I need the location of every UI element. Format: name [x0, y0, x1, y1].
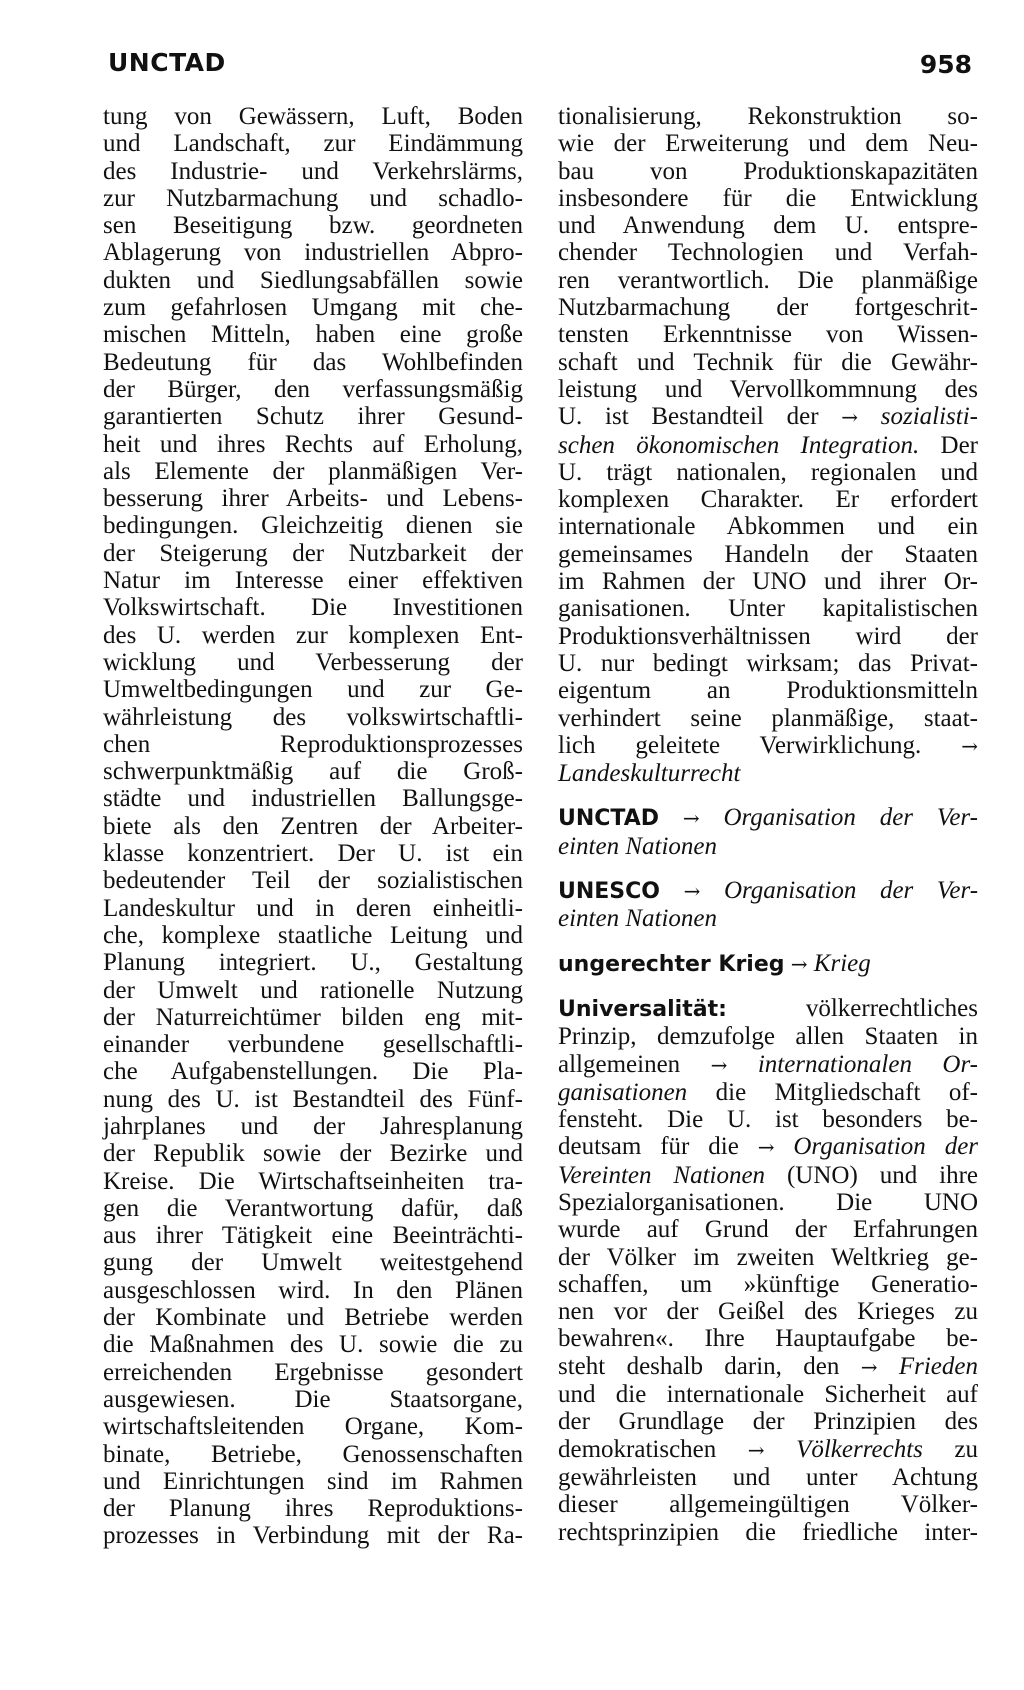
text-line: besserung ihrer Arbeits- und Lebens-: [103, 485, 523, 513]
entry-unctad: [558, 804, 978, 860]
text-line: zum gefahrlosen Umgang mit che-: [103, 294, 523, 322]
text-line: chender Technologien und Verfah-: [558, 239, 978, 267]
page-number: 958: [919, 50, 972, 79]
text-line: sen Beseitigung bzw. geordneten: [103, 212, 523, 240]
entry-headword: ungerechter Krieg: [558, 951, 785, 977]
text-line: Ablagerung von industriellen Abpro-: [103, 239, 523, 267]
text-line: insbesondere für die Entwicklung: [558, 184, 978, 212]
text-line: leistung und Vervollkommnung des: [558, 375, 978, 403]
cross-reference-link[interactable]: einten Nationen: [558, 832, 717, 860]
text-line: der Republik sowie der Bezirke und: [103, 1140, 523, 1168]
text-line: Natur im Interesse einer effektiven: [103, 567, 523, 595]
text-line: Produktionsverhältnissen wird der: [558, 622, 978, 650]
arrow-icon: →: [682, 806, 700, 831]
text-line: dukten und Siedlungsabfällen sowie: [103, 266, 523, 294]
text-line: der Planung ihres Reproduktions-: [103, 1495, 523, 1523]
text-line: dieser allgemeingültigen Völker-: [558, 1491, 978, 1519]
text-line: der Kombinate und Betriebe werden: [103, 1304, 523, 1332]
arrow-icon: →: [790, 951, 808, 976]
text-line: schaft und Technik für die Gewähr-: [558, 348, 978, 376]
entry-headword: UNCTAD: [558, 806, 660, 832]
text-line: die Maßnahmen des U. sowie die zu: [103, 1331, 523, 1359]
text-line: gen die Verantwortung dafür, daß: [103, 1194, 523, 1222]
text-line: schwerpunktmäßig auf die Groß-: [103, 758, 523, 786]
entry-umweltschutz-continued: tionalisierung, Rekonstruktion so- wie der Erweiterung und dem Neu- bau von Produktionskapazitäten insbesondere für die Entwicklung und Anwendung dem U. entspre- chender Technologien und Verfah- ren verantwortlich. Die planmäßige Nutzbarmachung der fortgeschrit- tensten Erkenntnisse von Wissen- schaft und Technik für die Gewähr- leistung und Vervollkommnung des U. ist Bestandteil der → sozialisti- schen ökonomischen Integration. Der U. trägt nationalen, regionalen und komplexen Charakter. Er erfordert internationale Abkommen und ein gemeinsames Handeln der Staaten im Rahmen der UNO und ihrer Or- ganisationen. Unter kapitalistischen Produktionsverhältnissen wird der U. nur bedingt wirksam; das Privat- eigentum an Produktionsmitteln verhindert seine planmäßige, staat- lich geleitete Verwirklichung. → Landeskulturrecht: [558, 103, 978, 788]
text-line: Umweltbedingungen und zur Ge-: [103, 676, 523, 704]
arrow-icon: →: [961, 733, 978, 758]
text-line: Bedeutung für das Wohlbefinden: [103, 348, 523, 376]
text-line: ausgewiesen. Die Staatsorgane,: [103, 1385, 523, 1413]
text-line: biete als den Zentren der Arbeiter-: [103, 812, 523, 840]
text-line: mischen Mitteln, haben eine große: [103, 321, 523, 349]
text-line: U. trägt nationalen, regionalen und: [558, 458, 978, 486]
text-line: gewährleisten und unter Achtung: [558, 1463, 978, 1491]
cross-reference-link[interactable]: Organisation der: [793, 1133, 979, 1161]
text-line: internationale Abkommen und ein: [558, 513, 978, 541]
text-line: ausgeschlossen wird. In den Plänen: [103, 1276, 523, 1304]
text-line: wicklung und Verbesserung der: [103, 648, 523, 676]
right-column: [558, 103, 978, 1546]
text-line: und Landschaft, zur Eindämmung: [103, 130, 523, 158]
cross-reference-link[interactable]: Krieg: [813, 949, 871, 977]
text-line: währleistung des volkswirtschaftli-: [103, 703, 523, 731]
cross-reference-link[interactable]: Frieden: [898, 1352, 978, 1380]
text-line: U. nur bedingt wirksam; das Privat-: [558, 649, 978, 677]
text-line: zur Nutzbarmachung und schadlo-: [103, 184, 523, 212]
text-line: tionalisierung, Rekonstruktion so-: [558, 103, 978, 130]
cross-reference-link[interactable]: internationalen Or-: [757, 1050, 979, 1078]
text-line: aus ihrer Tätigkeit eine Beeinträchti-: [103, 1222, 523, 1250]
text-line: und Anwendung dem U. entspre-: [558, 212, 978, 240]
entry-universalitaet: Universalität: völkerrechtliches Prinzip, demzufolge allen Staaten in allgemeinen → internationalen Or- ganisationen die Mitgliedschaft of- fensteht. Die U. ist besonders be- deutsam für die → Organisation der Vereinten Nationen (UNO) und ihre Spezialorganisationen. Die UNO wurde auf Grund der Erfahrungen der Völker im zweiten Weltkrieg ge- schaffen, um »künftige Generatio- nen vor der Geißel des Krieges zu bewahren«. Ihre Hauptaufgabe be- steht deshalb darin, den → Frieden und die internationale Sicherheit auf der Grundlage der Prinzipien des demokratischen → Völkerrechts zu gewährleisten und unter Achtung dieser allgemeingültigen Völker- rechtsprinzipien die friedliche inter-: [558, 994, 979, 1546]
text-line: ren verantwortlich. Die planmäßige: [558, 266, 978, 294]
text-line: des U. werden zur komplexen Ent-: [103, 621, 523, 649]
text-line: Nutzbarmachung der fortgeschrit-: [558, 294, 978, 322]
cross-reference-link[interactable]: ganisationen: [558, 1078, 688, 1106]
running-head-title: UNCTAD: [108, 48, 226, 77]
text-line: als Elemente der planmäßigen Ver-: [103, 457, 523, 485]
text-line: nen vor der Geißel des Krieges zu: [558, 1298, 978, 1326]
text-line: und Einrichtungen sind im Rahmen: [103, 1467, 523, 1495]
text-line: che, komplexe staatliche Leitung und: [103, 921, 523, 949]
text-line: che Aufgabenstellungen. Die Pla-: [103, 1058, 523, 1086]
text-line: gemeinsames Handeln der Staaten: [558, 540, 978, 568]
text-line: ganisationen. Unter kapitalistischen: [558, 595, 978, 623]
text-line: der Bürger, den verfassungsmäßig: [103, 375, 523, 403]
text-line: eigentum an Produktionsmitteln: [558, 677, 978, 705]
text-line: jahrplanes und der Jahresplanung: [103, 1112, 523, 1140]
cross-reference-link[interactable]: Organisation der Ver-: [723, 804, 978, 832]
text-line: wurde auf Grund der Erfahrungen: [558, 1216, 978, 1244]
cross-reference-link[interactable]: sozialisti-: [880, 403, 978, 431]
arrow-icon: →: [710, 1052, 728, 1077]
text-line: bau von Produktionskapazitäten: [558, 157, 978, 185]
cross-reference-link[interactable]: einten Nationen: [558, 905, 717, 933]
text-line: gung der Umwelt weitestgehend: [103, 1249, 523, 1277]
text-line: der Naturreichtümer bilden eng mit-: [103, 1003, 523, 1031]
text-line: chen Reproduktionsprozesses: [103, 730, 523, 758]
cross-reference-link[interactable]: Landeskulturrecht: [558, 760, 741, 788]
text-line: garantierten Schutz ihrer Gesund-: [103, 403, 523, 431]
text-line: Planung integriert. U., Gestaltung: [103, 949, 523, 977]
text-line: Landeskultur und in deren einheitli-: [103, 894, 523, 922]
text-line: schaffen, um »künftige Generatio-: [558, 1270, 978, 1298]
text-line: bewahren«. Ihre Hauptaufgabe be-: [558, 1325, 978, 1353]
text-line: des Industrie- und Verkehrslärms,: [103, 157, 523, 185]
text-line: erreichenden Ergebnisse gesondert: [103, 1358, 523, 1386]
text-line: im Rahmen der UNO und ihrer Or-: [558, 568, 978, 596]
text-line: verhindert seine planmäßige, staat-: [558, 704, 978, 732]
arrow-icon: →: [860, 1354, 878, 1379]
arrow-icon: →: [683, 879, 701, 904]
text-line: nung des U. ist Bestandteil des Fünf-: [103, 1085, 523, 1113]
text-line: wie der Erweiterung und dem Neu-: [558, 130, 978, 158]
cross-reference-link[interactable]: Vereinten Nationen: [558, 1161, 766, 1189]
text-line: der Umwelt und rationelle Nutzung: [103, 976, 523, 1004]
text-line: klasse konzentriert. Der U. ist ein: [103, 840, 523, 868]
text-line: bedingungen. Gleichzeitig dienen sie: [103, 512, 523, 540]
text-line: der Steigerung der Nutzbarkeit der: [103, 539, 523, 567]
text-line: Spezialorganisationen. Die UNO: [558, 1188, 978, 1216]
text-line: binate, Betriebe, Genossenschaften: [103, 1440, 523, 1468]
text-line: wirtschaftsleitenden Organe, Kom-: [103, 1413, 523, 1441]
text-line: tensten Erkenntnisse von Wissen-: [558, 321, 978, 349]
entry-unesco: [558, 877, 978, 933]
arrow-icon: →: [757, 1135, 775, 1160]
text-line: städte und industriellen Ballungsge-: [103, 785, 523, 813]
entry-headword: UNESCO: [558, 879, 660, 905]
text-line: bedeutender Teil der sozialistischen: [103, 867, 523, 895]
cross-reference-link[interactable]: Organisation der Ver-: [723, 877, 979, 905]
arrow-icon: →: [841, 405, 859, 430]
text-line: Kreise. Die Wirtschaftseinheiten tra-: [103, 1167, 523, 1195]
text-line: tung von Gewässern, Luft, Boden: [103, 103, 523, 130]
arrow-icon: →: [747, 1437, 765, 1462]
entry-headword: Universalität:: [558, 996, 727, 1022]
text-line: einander verbundene gesellschaftli-: [103, 1031, 523, 1059]
left-column: [103, 103, 523, 1550]
entry-ungerechter-krieg: [558, 950, 978, 978]
cross-reference-link[interactable]: Völkerrechts: [796, 1435, 923, 1463]
text-line: prozesses in Verbindung mit der Ra-: [103, 1522, 523, 1550]
text-line: heit und ihres Rechts auf Erholung,: [103, 430, 523, 458]
text-line: rechtsprinzipien die friedliche inter-: [558, 1518, 978, 1546]
cross-reference-link[interactable]: schen ökonomischen Integration.: [558, 431, 920, 459]
text-line: Volkswirtschaft. Die Investitionen: [103, 594, 523, 622]
text-line: komplexen Charakter. Er erfordert: [558, 486, 978, 514]
text-line: der Völker im zweiten Weltkrieg ge-: [558, 1243, 978, 1271]
